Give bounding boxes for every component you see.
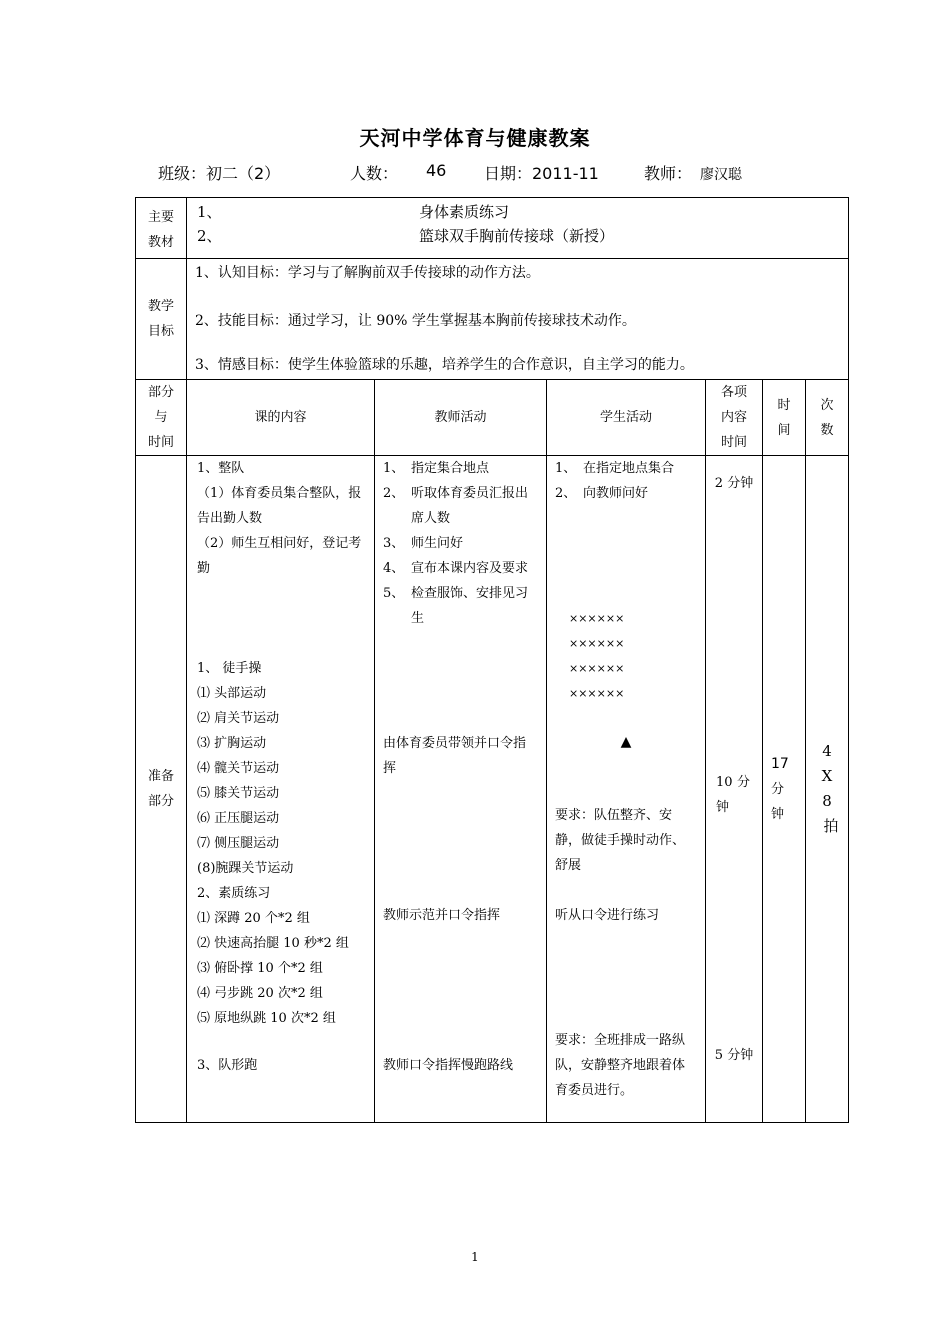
teacher-calisthenics: 由体育委员带领并口令指挥 [383, 736, 527, 776]
item-time-first: 2 分钟 [714, 476, 754, 491]
col-part: 部分 与 时间 [147, 385, 174, 450]
drill-item: ⑸ 原地纵跳 10 次*2 组 [197, 1011, 336, 1026]
exercise-item: ⑶ 扩胸运动 [197, 736, 267, 751]
exercise-item: (8)腕踝关节运动 [197, 861, 294, 876]
student-item: 2、 向教师问好 [555, 486, 649, 501]
student-drills: 听从口令进行练习 [555, 908, 660, 923]
formation-row: ×××××× [569, 687, 625, 700]
exercise-item: ⑸ 膝关节运动 [197, 786, 280, 801]
column-header-row [136, 380, 849, 456]
prep-teacher [383, 456, 538, 1121]
section-title: 1、整队 [197, 461, 245, 476]
teacher-item: 4、 宣布本课内容及要求 [383, 561, 529, 576]
drill-item: ⑷ 弓步跳 20 次*2 组 [197, 986, 323, 1001]
col-content: 课的内容 [187, 380, 375, 456]
drill-item: ⑶ 俯卧撑 10 个*2 组 [197, 961, 323, 976]
materials-header: 主要 教材 [147, 210, 174, 250]
formation-row: ×××××× [569, 662, 625, 675]
teacher-position-marker: ▲ [620, 734, 632, 750]
teacher-drills: 教师示范并口令指挥 [383, 908, 501, 923]
formation-row: ×××××× [569, 637, 625, 650]
goal-emotional: 3、情感目标：使学生体验篮球的乐趣，培养学生的合作意识，自主学习的能力。 [195, 357, 694, 373]
col-item-time: 各项 内容 时间 [720, 385, 747, 450]
item-time-calisthenics: 10 分 钟 [716, 775, 750, 815]
teacher-run: 教师口令指挥慢跑路线 [383, 1058, 514, 1073]
goal-cognitive: 1、认知目标：学习与了解胸前双手传接球的动作方法。 [195, 265, 540, 281]
exercise-item: ⑴ 头部运动 [197, 686, 267, 701]
material-item: 1、 身体素质练习 [197, 203, 510, 221]
col-teacher: 教师活动 [375, 380, 547, 456]
drill-item: ⑵ 快速高抬腿 10 秒*2 组 [197, 936, 349, 951]
item-time-run: 5 分钟 [714, 1048, 754, 1063]
content-item: （1）体育委员集合整队，报告出勤人数 [197, 486, 362, 526]
col-reps: 次 数 [820, 397, 834, 438]
class-label: 班级：初二（2） [158, 164, 281, 183]
material-item: 2、 篮球双手胸前传接球（新授） [197, 227, 615, 245]
exercise-item: ⑵ 肩关节运动 [197, 711, 280, 726]
student-run-requirement: 要求：全班排成一路纵队，安静整齐地跟着体育委员进行。 [555, 1033, 686, 1098]
prep-content [197, 456, 366, 1121]
teacher-label: 教师： [644, 164, 693, 183]
exercise-item: ⑷ 髋关节运动 [197, 761, 280, 776]
prep-student [555, 456, 697, 1121]
section-title: 1、 徒手操 [197, 661, 262, 676]
section-title: 2、素质练习 [197, 886, 271, 901]
prep-total-time: 17 分 钟 [771, 756, 789, 822]
col-time: 时 间 [777, 397, 791, 438]
drill-item: ⑴ 深蹲 20 个*2 组 [197, 911, 310, 926]
col-student: 学生活动 [547, 380, 706, 456]
goals-row [136, 259, 849, 380]
prep-item-times [712, 456, 756, 1121]
teacher-item: 5、 检查服饰、安排见习生 [383, 586, 529, 626]
teacher-item: 3、 师生问好 [383, 536, 464, 551]
document-title: 天河中学体育与健康教案 [359, 126, 591, 150]
date-label: 日期：2011-11 [484, 164, 599, 183]
teacher-item: 1、 指定集合地点 [383, 461, 490, 476]
count-value: 46 [426, 161, 447, 180]
exercise-item: ⑹ 正压腿运动 [197, 811, 280, 826]
student-calisthenics-requirement: 要求：队伍整齐、安静，做徒手操时动作、舒展 [555, 808, 686, 873]
formation-row: ×××××× [569, 612, 625, 625]
lesson-plan-table [135, 197, 849, 1123]
teacher-item: 2、 听取体育委员汇报出席人数 [383, 486, 529, 526]
goals-header: 教学 目标 [147, 299, 174, 339]
section-title: 3、队形跑 [197, 1058, 258, 1073]
goal-skill: 2、技能目标：通过学习，让 90% 学生掌握基本胸前传接球技术动作。 [195, 313, 636, 329]
prep-reps: 4 X 8 拍 [821, 742, 839, 835]
prep-row [136, 456, 849, 1123]
prep-part-label: 准备 部分 [147, 769, 174, 809]
formation-diagram [569, 606, 624, 706]
page-number: 1 [471, 1250, 479, 1264]
teacher-name: 廖汉聪 [700, 167, 742, 183]
exercise-item: ⑺ 侧压腿运动 [197, 836, 280, 851]
materials-row [136, 198, 849, 259]
content-item: （2）师生互相问好，登记考勤 [197, 536, 362, 576]
count-label: 人数： [350, 164, 399, 183]
student-item: 1、 在指定地点集合 [555, 461, 675, 476]
